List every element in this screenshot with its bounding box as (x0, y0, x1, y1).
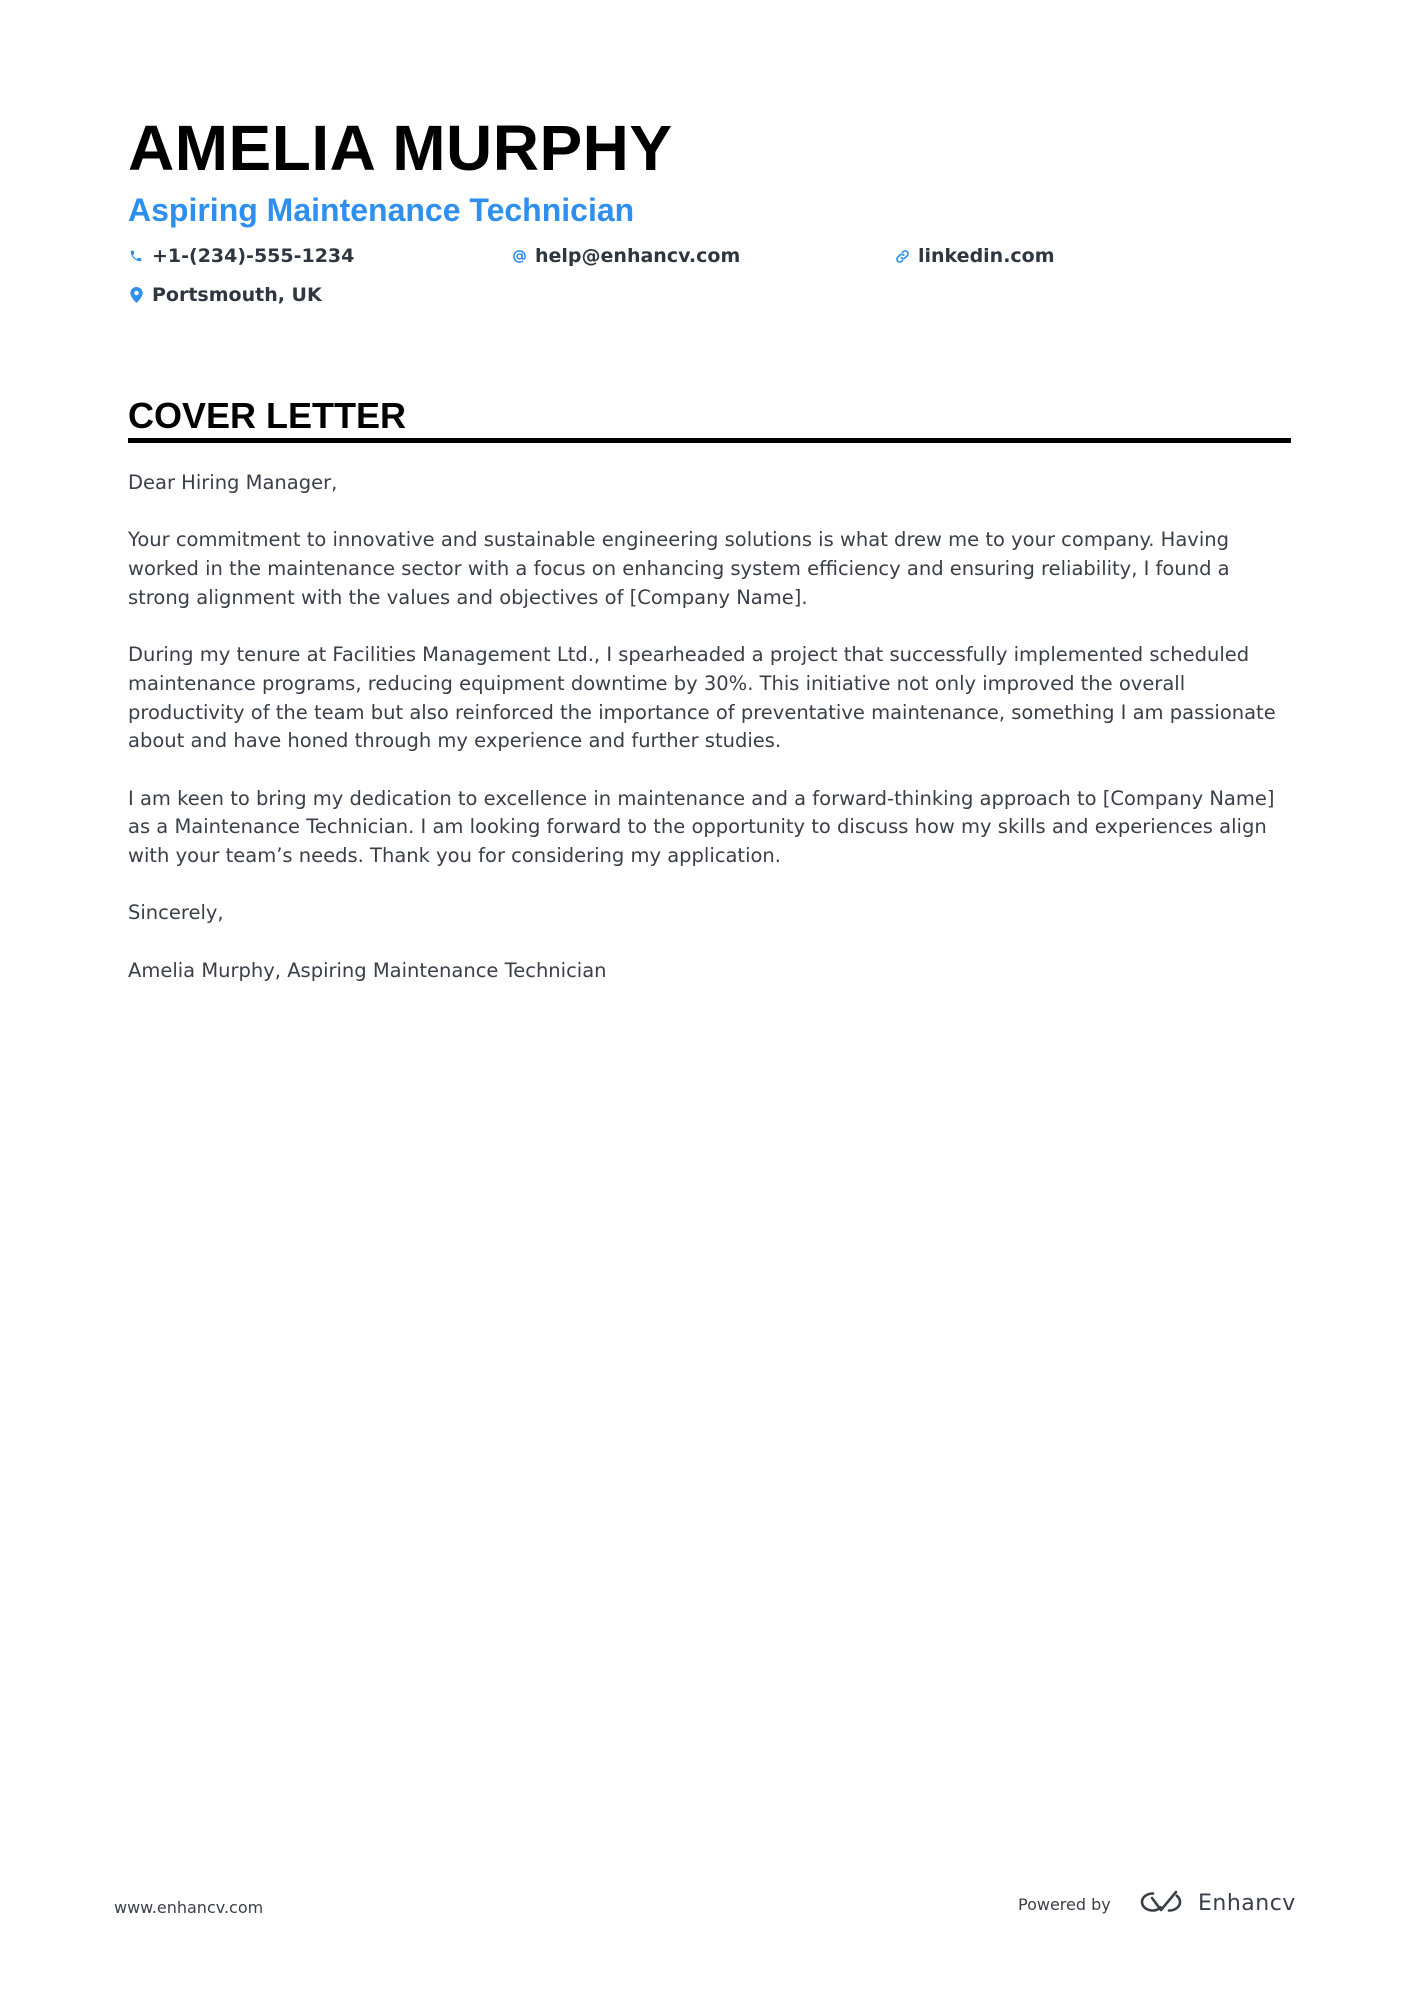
enhancv-logo[interactable] (1138, 1887, 1296, 1921)
letter-paragraph: Your commitment to innovative and sustainable engineering solutions is what drew me to your company. Having worked in the maintenance sector with a focus on enhancing system efficiency and ensuring reliability, I found a strong alignment with the values and objectives of [Company Name]. (128, 528, 1230, 609)
location-pin-icon (128, 286, 144, 304)
letter-paragraph: I am keen to bring my dedication to excellence in maintenance and a forward-thinking approach to [Company Name] as a Maintenance Technician. I am looking forward to the opportunity to discuss how my skills and experiences align with your team’s needs. Thank you for considering my application. (128, 786, 1275, 868)
footer-url[interactable]: www.enhancv.com (114, 1898, 264, 1917)
section-title: COVER LETTER (128, 395, 407, 436)
linkedin-text: linkedin.com (918, 245, 1055, 267)
letter-closing: Sincerely, (128, 901, 224, 925)
section-divider (128, 438, 1291, 443)
location-text: Portsmouth, UK (152, 284, 322, 306)
link-icon (894, 247, 910, 265)
phone-icon (128, 247, 144, 265)
contact-email (511, 243, 740, 269)
powered-by-label: Powered by (1018, 1895, 1111, 1914)
contact-linkedin (894, 243, 1055, 269)
email-text: help@enhancv.com (535, 245, 741, 267)
phone-text: +1-(234)-555-1234 (152, 245, 355, 267)
candidate-name: AMELIA MURPHY (128, 112, 673, 184)
contact-phone (128, 243, 354, 269)
contact-location (128, 282, 322, 308)
letter-greeting: Dear Hiring Manager, (128, 471, 338, 494)
enhancv-logo-icon (1138, 1889, 1184, 1919)
at-icon (511, 247, 527, 265)
enhancv-brand-name: Enhancv (1198, 1891, 1296, 1916)
letter-signature: Amelia Murphy, Aspiring Maintenance Technician (128, 958, 607, 982)
letter-body (128, 469, 1291, 1014)
letter-paragraph: During my tenure at Facilities Management Ltd., I spearheaded a project that successfully implemented scheduled maintenance programs, reducing equipment downtime by 30%. This initiative not only improved the overall productivity of the team but also reinforced the importance of preventative maintenance, something I am passionate about and have honed through my experience and further studies. (128, 643, 1276, 753)
candidate-headline: Aspiring Maintenance Technician (128, 192, 635, 228)
